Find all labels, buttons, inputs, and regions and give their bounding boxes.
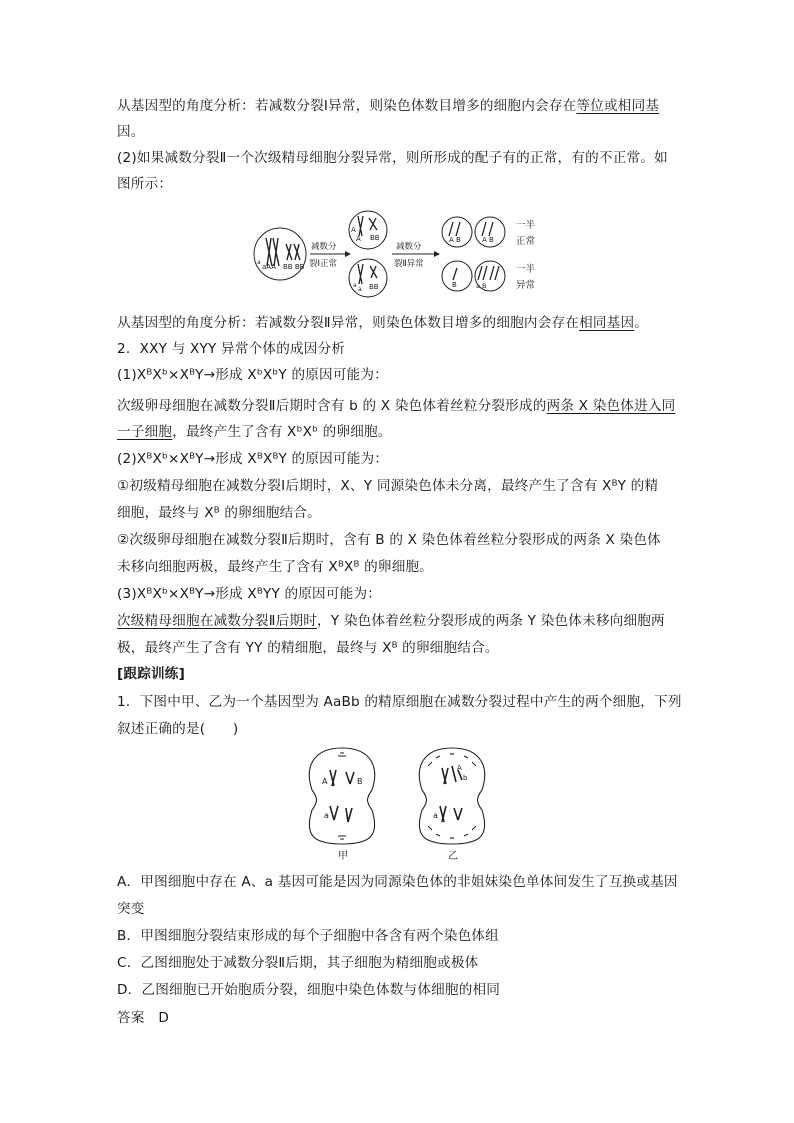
question-line: 叙述正确的是( ) xyxy=(117,721,239,737)
gene-label: a xyxy=(353,282,357,289)
figure-label-jia: 甲 xyxy=(338,851,348,862)
gene-label: a xyxy=(358,286,362,293)
paragraph-line xyxy=(117,611,665,631)
gene-label: BB xyxy=(369,283,379,291)
case-heading: (3)XᴮXᵇ×XᴮY→形成 XᴮYY 的原因可能为： xyxy=(117,586,382,602)
gene-label: B xyxy=(452,281,457,289)
paragraph-line: ①初级精母细胞在减数分裂Ⅰ后期时，X、Y 同源染色体未分离，最终产生了含有 XᴮY 的精 xyxy=(117,478,659,494)
underlined-text: 相同基因 xyxy=(579,315,635,331)
cell-jia-outline xyxy=(309,748,374,844)
gene-label: A xyxy=(351,226,356,234)
gene-label: a xyxy=(433,811,438,820)
gene-label: b xyxy=(463,774,468,782)
option-b: B．甲图细胞分裂结束形成的每个子细胞中各含有两个染色体组 xyxy=(117,928,499,944)
text: 从基因型的角度分析：若减数分裂Ⅱ异常，则染色体数目增多的细胞内会存在 xyxy=(117,315,580,331)
underlined-text: 两条 X 染色体进入同 xyxy=(546,398,676,414)
gene-label: B xyxy=(357,777,363,786)
training-label: [跟踪训练] xyxy=(117,666,186,682)
meiosis-diagram xyxy=(250,208,550,300)
text: 从基因型的角度分析：若减数分裂Ⅰ异常，则染色体数目增多的细胞内会存在 xyxy=(117,98,577,114)
gene-label: A xyxy=(356,235,361,243)
answer: 答案 D xyxy=(117,1010,170,1026)
gene-label: BB BB xyxy=(283,263,305,271)
paragraph-line: 极，最终产生了含有 YY 的精细胞，最终与 Xᴮ 的卵细胞结合。 xyxy=(117,640,499,656)
paragraph-line xyxy=(117,422,392,442)
option-a: A．甲图细胞中存在 A、a 基因可能是因为同源染色体的非姐妹染色单体间发生了互换或基因 xyxy=(117,874,678,890)
gene-label: BB xyxy=(370,234,380,242)
section-heading: 2．XXY 与 XYY 异常个体的成因分析 xyxy=(117,341,346,357)
gene-label: A B xyxy=(482,236,494,244)
gene-label: A B xyxy=(449,236,461,244)
arrow-label: 减数分 xyxy=(396,242,422,252)
text: 因。 xyxy=(117,124,145,140)
cell-yi-outline xyxy=(419,748,484,844)
result-label: 一半 xyxy=(516,264,536,275)
paragraph-line xyxy=(117,122,145,142)
result-label: 异常 xyxy=(516,280,536,291)
paragraph-line: ②次级卵母细胞在减数分裂Ⅱ后期时，含有 B 的 X 染色体着丝粒分裂形成的两条 X 染色体 xyxy=(117,532,661,548)
arrow-label: 裂Ⅱ异常 xyxy=(394,259,424,269)
gene-label: a B xyxy=(476,282,487,290)
gene-label: aAA xyxy=(262,263,277,271)
paragraph-line xyxy=(117,396,675,416)
arrow-label: 减数分 xyxy=(311,242,337,252)
gene-label: a xyxy=(257,259,261,266)
case-heading: (2)XᴮXᵇ×XᴮY→形成 XᴮXᴮY 的原因可能为： xyxy=(117,451,389,467)
option-a-cont: 突变 xyxy=(117,901,145,917)
result-label: 正常 xyxy=(516,236,536,247)
paragraph-line xyxy=(117,96,659,116)
case-heading: (1)XᴮXᵇ×XᴮY→形成 XᵇXᵇY 的原因可能为： xyxy=(117,367,389,383)
figure-label-yi: 乙 xyxy=(448,851,458,862)
cell-figure xyxy=(300,744,500,866)
underlined-text: 次级精母细胞在减数分裂Ⅱ后期时 xyxy=(117,613,318,629)
text: 。 xyxy=(634,315,649,331)
paragraph-line: 细胞，最终与 Xᴮ 的卵细胞结合。 xyxy=(117,505,321,521)
gene-label: A xyxy=(457,764,462,772)
gene-label: A xyxy=(322,777,328,786)
text: ，最终产生了含有 XᵇXᵇ 的卵细胞。 xyxy=(172,424,392,440)
paragraph-line xyxy=(117,313,648,333)
text: 次级卵母细胞在减数分裂Ⅱ后期时含有 b 的 X 染色体着丝粒分裂形成的 xyxy=(117,398,547,414)
text: ，Y 染色体着丝粒分裂形成的两条 Y 染色体未移向细胞两 xyxy=(317,613,665,629)
underlined-text: 等位或相同基 xyxy=(576,98,660,114)
question-line: 1．下图中甲、乙为一个基因型为 AaBb 的精原细胞在减数分裂过程中产生的两个细胞，下列 xyxy=(117,694,682,710)
option-d: D．乙图细胞已开始胞质分裂，细胞中染色体数与体细胞的相同 xyxy=(117,982,501,998)
option-c: C．乙图细胞处于减数分裂Ⅱ后期，其子细胞为精细胞或极体 xyxy=(117,955,479,971)
paragraph-line: 未移向细胞两极，最终产生了含有 XᴮXᴮ 的卵细胞。 xyxy=(117,559,434,575)
result-label: 一半 xyxy=(516,220,536,231)
arrow-label: 裂Ⅰ正常 xyxy=(309,259,338,269)
underlined-text: 一子细胞 xyxy=(117,424,173,440)
paragraph-line: (2)如果减数分裂Ⅱ一个次级精母细胞分裂异常，则所形成的配子有的正常，有的不正常。如 xyxy=(117,150,668,166)
paragraph-line: 图所示： xyxy=(117,176,173,192)
gene-label: a xyxy=(324,811,329,820)
